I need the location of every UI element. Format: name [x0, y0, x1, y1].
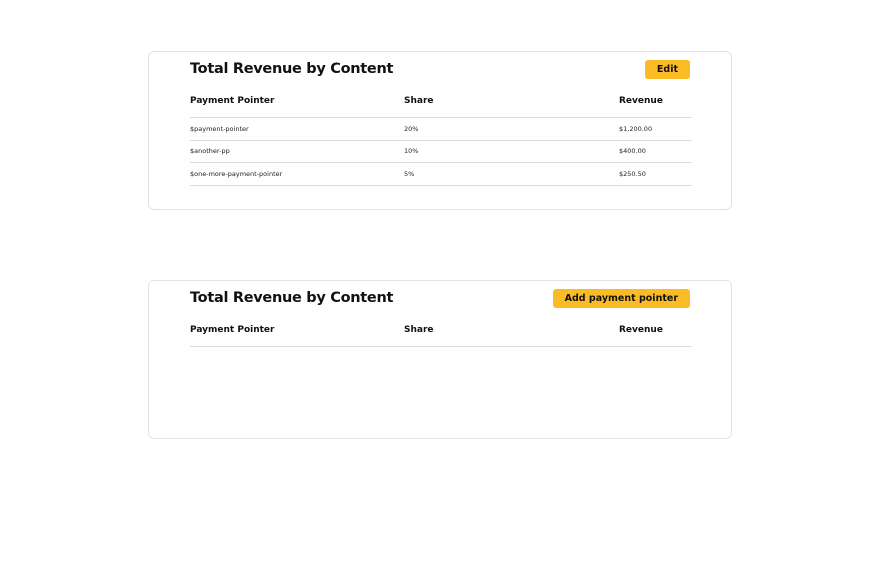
share-cell: 10%	[404, 147, 419, 156]
revenue-cell: $1,200.00	[619, 124, 653, 133]
revenue-card-empty	[148, 280, 732, 439]
revenue-table	[190, 96, 692, 186]
share-cell: 20%	[404, 124, 419, 133]
column-header-revenue: Revenue	[619, 325, 663, 335]
payment-pointer-cell: $another-pp	[190, 147, 230, 156]
card-title: Total Revenue by Content	[190, 290, 394, 306]
table-header-row	[190, 325, 692, 347]
revenue-card-with-data	[148, 51, 732, 210]
column-header-revenue: Revenue	[619, 96, 663, 106]
revenue-cell: $400.00	[619, 147, 646, 156]
edit-button[interactable]: Edit	[645, 60, 690, 79]
table-row	[190, 118, 692, 141]
revenue-cell: $250.50	[619, 169, 646, 178]
card-title: Total Revenue by Content	[190, 61, 394, 77]
payment-pointer-cell: $one-more-payment-pointer	[190, 169, 283, 178]
column-header-payment-pointer: Payment Pointer	[190, 325, 275, 335]
payment-pointer-cell: $payment-pointer	[190, 124, 249, 133]
revenue-table	[190, 325, 692, 347]
add-payment-pointer-button[interactable]: Add payment pointer	[553, 289, 690, 308]
table-header-row	[190, 96, 692, 118]
table-row	[190, 163, 692, 186]
column-header-share: Share	[404, 96, 434, 106]
share-cell: 5%	[404, 169, 415, 178]
table-row	[190, 141, 692, 164]
column-header-share: Share	[404, 325, 434, 335]
column-header-payment-pointer: Payment Pointer	[190, 96, 275, 106]
